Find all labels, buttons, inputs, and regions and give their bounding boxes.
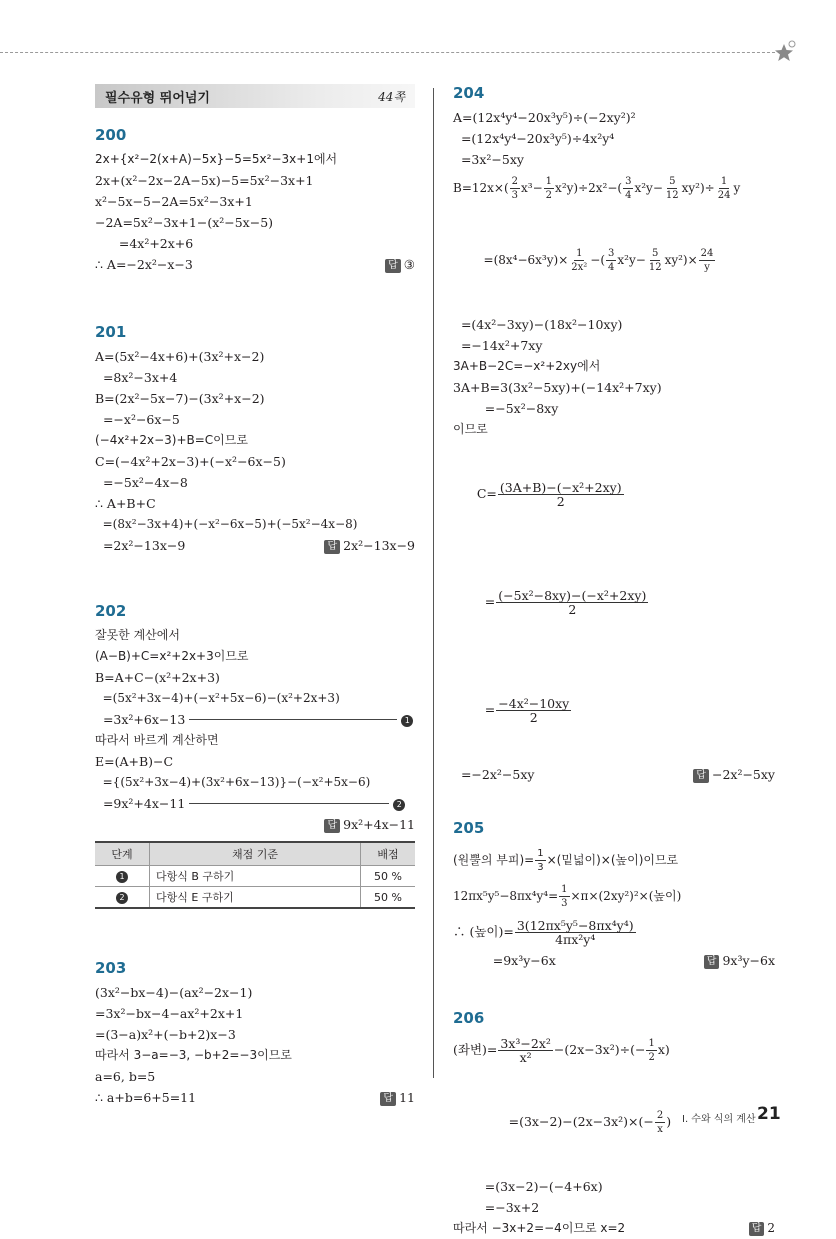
fraction <box>496 589 648 616</box>
problem-202 <box>95 602 415 909</box>
numerator: (3A+B)−(−x²+2xy) <box>499 480 622 495</box>
answer-badge: 답 <box>749 1222 765 1236</box>
leader-line <box>189 803 389 804</box>
denominator: y <box>704 262 710 273</box>
answer-badge: 답 <box>324 540 340 554</box>
fraction <box>498 481 624 508</box>
expr-part: C= <box>476 486 497 501</box>
fraction <box>646 1037 656 1064</box>
denominator: x <box>657 1124 663 1135</box>
numerator: (−5x²−8xy)−(−x²+2xy) <box>498 588 647 603</box>
solution-line-with-answer <box>95 535 415 556</box>
solution-line: =(12x⁴y⁴−20x³y⁵)÷4x²y⁴ <box>453 131 615 146</box>
answer-value: 2 <box>767 1221 775 1235</box>
denominator: 2 <box>568 602 577 617</box>
denominator: 2x² <box>571 262 588 273</box>
section-title: 필수유형 뛰어넘기 <box>105 90 210 106</box>
expr-part: ∴ (높이)= <box>453 924 514 939</box>
problem-200 <box>95 126 415 275</box>
expr-part: x³− <box>521 181 543 195</box>
header-dashed-rule <box>0 52 775 53</box>
solution-line <box>453 548 775 656</box>
numerator: 1 <box>648 1038 655 1049</box>
problem-number: 204 <box>453 84 485 102</box>
solution-line: =−5x²−8xy <box>453 401 559 416</box>
denominator: 2 <box>556 494 565 509</box>
table-cell: 다항식 B 구하기 <box>150 866 361 887</box>
solution-line: −2A=5x²−3x+1−(x²−5x−5) <box>95 215 274 230</box>
answer-badge: 답 <box>704 955 720 969</box>
fraction <box>544 175 554 202</box>
solution-line: 3A+B=3(3x²−5xy)+(−14x²+7xy) <box>453 380 662 395</box>
solution-line: B=(2x²−5x−7)−(3x²+x−2) <box>95 391 265 406</box>
fraction <box>606 247 616 274</box>
fraction <box>569 247 589 274</box>
solution-line: x²−5x−5−2A=5x²−3x+1 <box>95 194 253 209</box>
answer-badge: 답 <box>693 769 709 783</box>
solution-line <box>453 914 775 950</box>
solution-line: 잘못한 계산에서 <box>95 628 180 642</box>
section-header-bar <box>95 84 415 108</box>
problem-number: 206 <box>453 1009 485 1027</box>
solution-line <box>453 656 775 764</box>
solution-line: A=(12x⁴y⁴−20x³y⁵)÷(−2xy²)² <box>453 110 636 125</box>
fraction <box>559 883 569 910</box>
table-cell <box>95 866 150 887</box>
solution-line: 따라서 −3x+2=−4이므로 x=2 <box>453 1221 626 1235</box>
solution-line: =−14x²+7xy <box>453 338 543 353</box>
solution-line: 2x+(x²−2x−2A−5x)−5=5x²−3x+1 <box>95 173 314 188</box>
problem-205 <box>453 819 775 971</box>
fraction <box>664 175 681 202</box>
solution-line: (A−B)+C=x²+2x+3이므로 <box>95 649 249 663</box>
answer-value: 9x³y−6x <box>722 953 775 968</box>
denominator: 4πx²y⁴ <box>555 932 596 947</box>
star-icon <box>772 38 800 66</box>
answer-value: 9x²+4x−11 <box>343 817 415 832</box>
numerator: −4x²−10xy <box>498 696 570 711</box>
fraction <box>623 175 633 202</box>
problem-204 <box>453 84 775 785</box>
fraction <box>699 247 716 274</box>
solution-line <box>453 842 775 878</box>
numerator: 1 <box>561 884 568 895</box>
solution-line: 2x+{x²−2(x+A)−5x}−5=5x²−3x+1에서 <box>95 152 338 166</box>
expr-part: x²y− <box>634 181 663 195</box>
fraction <box>498 1037 553 1064</box>
solution-line-with-answer <box>95 1087 415 1108</box>
problem-number: 200 <box>95 126 127 144</box>
numerator: 2 <box>511 176 519 187</box>
fraction <box>496 697 571 724</box>
problem-number: 202 <box>95 602 127 620</box>
problem-201 <box>95 323 415 556</box>
answer-box <box>385 254 415 275</box>
solution-line: =3x²+6x−13 <box>95 712 186 727</box>
denominator: 3 <box>537 862 544 873</box>
solution-line-with-answer <box>453 950 775 971</box>
numerator: 3 <box>625 176 632 187</box>
denominator: 12 <box>648 262 662 273</box>
denominator: 3 <box>561 898 568 909</box>
answer-badge: 답 <box>385 259 401 273</box>
answer-badge: 답 <box>380 1092 396 1106</box>
solution-line: 따라서 바르게 계산하면 <box>95 733 219 747</box>
fraction <box>515 919 636 946</box>
solution-line: A=(5x²−4x+6)+(3x²+x−2) <box>95 349 265 364</box>
table-row <box>95 887 415 909</box>
solution-line: =9x³y−6x <box>453 953 556 968</box>
expr-part: x) <box>657 1042 670 1057</box>
solution-line: =3x²−5xy <box>453 152 524 167</box>
denominator: 4 <box>625 190 632 201</box>
solution-line: =(8x²−3x+4)+(−x²−6x−5)+(−5x²−4x−8) <box>95 517 358 531</box>
solution-line: C=(−4x²+2x−3)+(−x²−6x−5) <box>95 454 286 469</box>
solution-line <box>453 878 775 914</box>
answer-line <box>95 814 415 835</box>
solution-line: =9x²+4x−11 <box>95 796 186 811</box>
page-number: 21 <box>757 1104 781 1124</box>
right-column <box>453 84 775 1239</box>
solution-line: ∴ a+b=6+5=11 <box>95 1090 197 1105</box>
solution-line: 3A+B−2C=−x²+2xy에서 <box>453 359 601 373</box>
answer-box <box>704 950 775 971</box>
expr-part: −( <box>590 253 606 267</box>
table-cell: 50 % <box>361 866 416 887</box>
expr-part: ×π×(2xy²)²×(높이) <box>570 889 682 903</box>
solution-line <box>453 440 775 548</box>
solution-line: =−5x²−4x−8 <box>95 475 188 490</box>
expr-part: =(8x⁴−6x³y)× <box>475 253 569 267</box>
solution-line <box>453 170 775 206</box>
denominator: 12 <box>665 190 679 201</box>
expr-part: xy²)× <box>664 253 698 267</box>
table-header: 단계 <box>95 842 150 866</box>
expr-part: x²y− <box>617 253 646 267</box>
numerator: 5 <box>652 248 659 259</box>
table-row <box>95 866 415 887</box>
grading-table <box>95 841 415 909</box>
expr-part: (좌변)= <box>453 1042 498 1057</box>
step-marker: 2 <box>393 799 405 811</box>
numerator: 1 <box>537 848 544 859</box>
expr-part: =(3x−2)−(2x−3x²)×(− <box>476 1114 654 1129</box>
table-cell: 50 % <box>361 887 416 909</box>
expr-part: −(2x−3x²)÷(− <box>553 1042 646 1057</box>
solution-line: =2x²−13x−9 <box>95 538 186 553</box>
step-marker: 1 <box>116 871 128 883</box>
problem-number: 201 <box>95 323 127 341</box>
table-header: 배점 <box>361 842 416 866</box>
answer-value: −2x²−5xy <box>711 767 775 782</box>
solution-line-with-marker <box>95 709 415 730</box>
solution-line: a=6, b=5 <box>95 1069 156 1084</box>
solution-line: =3x²−bx−4−ax²+2x+1 <box>95 1006 244 1021</box>
numerator: 3(12πx⁵y⁵−8πx⁴y⁴) <box>516 918 634 933</box>
fraction <box>655 1109 665 1136</box>
table-header: 채점 기준 <box>150 842 361 866</box>
table-cell <box>95 887 150 909</box>
expr-part: = <box>476 594 496 609</box>
expr-part: 12πx⁵y⁵−8πx⁴y⁴= <box>453 889 559 903</box>
denominator: 4 <box>608 262 615 273</box>
step-marker: 1 <box>401 715 413 727</box>
solution-line: =8x²−3x+4 <box>95 370 178 385</box>
table-header-row <box>95 842 415 866</box>
denominator: 24 <box>717 190 731 201</box>
solution-line-with-answer <box>453 1218 775 1239</box>
expr-part: B=12x×( <box>453 181 509 195</box>
answer-box <box>749 1218 775 1239</box>
answer-value: 2x²−13x−9 <box>343 538 415 553</box>
fraction <box>510 175 520 202</box>
solution-line: =−3x+2 <box>453 1200 540 1215</box>
expr-part: ×(밑넓이)×(높이)이므로 <box>546 853 679 867</box>
column-divider <box>433 88 434 1078</box>
numerator: 5 <box>669 176 676 187</box>
solution-line <box>453 206 775 314</box>
denominator: x² <box>519 1050 532 1065</box>
solution-line: =(3x−2)−(−4+6x) <box>453 1179 603 1194</box>
fraction <box>535 847 545 874</box>
answer-badge: 답 <box>324 819 340 833</box>
denominator: 2 <box>529 710 538 725</box>
numerator: 24 <box>700 248 714 259</box>
solution-line: 따라서 3−a=−3, −b+2=−3이므로 <box>95 1048 292 1062</box>
step-marker: 2 <box>116 892 128 904</box>
solution-line-with-answer <box>95 254 415 275</box>
table-cell: 다항식 E 구하기 <box>150 887 361 909</box>
expr-part: = <box>476 702 496 717</box>
expr-part: (원뿔의 부피)= <box>453 853 535 867</box>
solution-line: ∴ A=−2x²−x−3 <box>95 257 193 272</box>
solution-line-with-answer <box>453 764 775 785</box>
numerator: 1 <box>576 248 583 259</box>
numerator: 1 <box>545 176 553 187</box>
answer-value: ③ <box>403 257 415 272</box>
expr-part: x²y)÷2x²−( <box>555 181 623 195</box>
numerator: 3 <box>608 248 615 259</box>
solution-line: =(4x²−3xy)−(18x²−10xy) <box>453 317 623 332</box>
problem-203 <box>95 959 415 1108</box>
solution-line: =(5x²+3x−4)+(−x²+5x−6)−(x²+2x+3) <box>95 691 340 705</box>
footer-chapter: Ⅰ. 수와 식의 계산 <box>682 1114 756 1125</box>
numerator: 2 <box>656 1110 664 1121</box>
solution-line: (3x²−bx−4)−(ax²−2x−1) <box>95 985 253 1000</box>
solution-line: =−2x²−5xy <box>453 767 535 782</box>
solution-line: E=(A+B)−C <box>95 754 174 769</box>
answer-value: 11 <box>399 1090 415 1105</box>
numerator: 3x³−2x² <box>500 1036 551 1051</box>
expr-part: y <box>733 181 741 195</box>
solution-line: ={(5x²+3x−4)+(3x²+6x−13)}−(−x²+5x−6) <box>95 775 371 789</box>
denominator: 3 <box>511 190 519 201</box>
problem-number: 205 <box>453 819 485 837</box>
section-page-ref: 44쪽 <box>378 89 405 104</box>
fraction <box>716 175 733 202</box>
expr-part: ) <box>666 1114 672 1129</box>
leader-line <box>189 719 397 720</box>
answer-box <box>693 764 775 785</box>
numerator: 1 <box>720 176 728 187</box>
expr-part: xy²)÷ <box>681 181 715 195</box>
problem-number: 203 <box>95 959 127 977</box>
denominator: 2 <box>545 190 553 201</box>
left-column <box>95 84 415 1108</box>
solution-line: B=A+C−(x²+2x+3) <box>95 670 220 685</box>
solution-line: 이므로 <box>453 422 488 436</box>
solution-line: =(3−a)x²+(−b+2)x−3 <box>95 1027 236 1042</box>
solution-line <box>453 1032 775 1068</box>
answer-box <box>324 535 415 556</box>
solution-line-with-marker <box>95 793 415 814</box>
answer-box <box>380 1087 415 1108</box>
solution-line: (−4x²+2x−3)+B=C이므로 <box>95 433 248 447</box>
solution-line: =−x²−6x−5 <box>95 412 180 427</box>
fraction <box>647 247 664 274</box>
solution-line: ∴ A+B+C <box>95 496 156 511</box>
solution-line: =4x²+2x+6 <box>95 236 194 251</box>
denominator: 2 <box>648 1052 655 1063</box>
